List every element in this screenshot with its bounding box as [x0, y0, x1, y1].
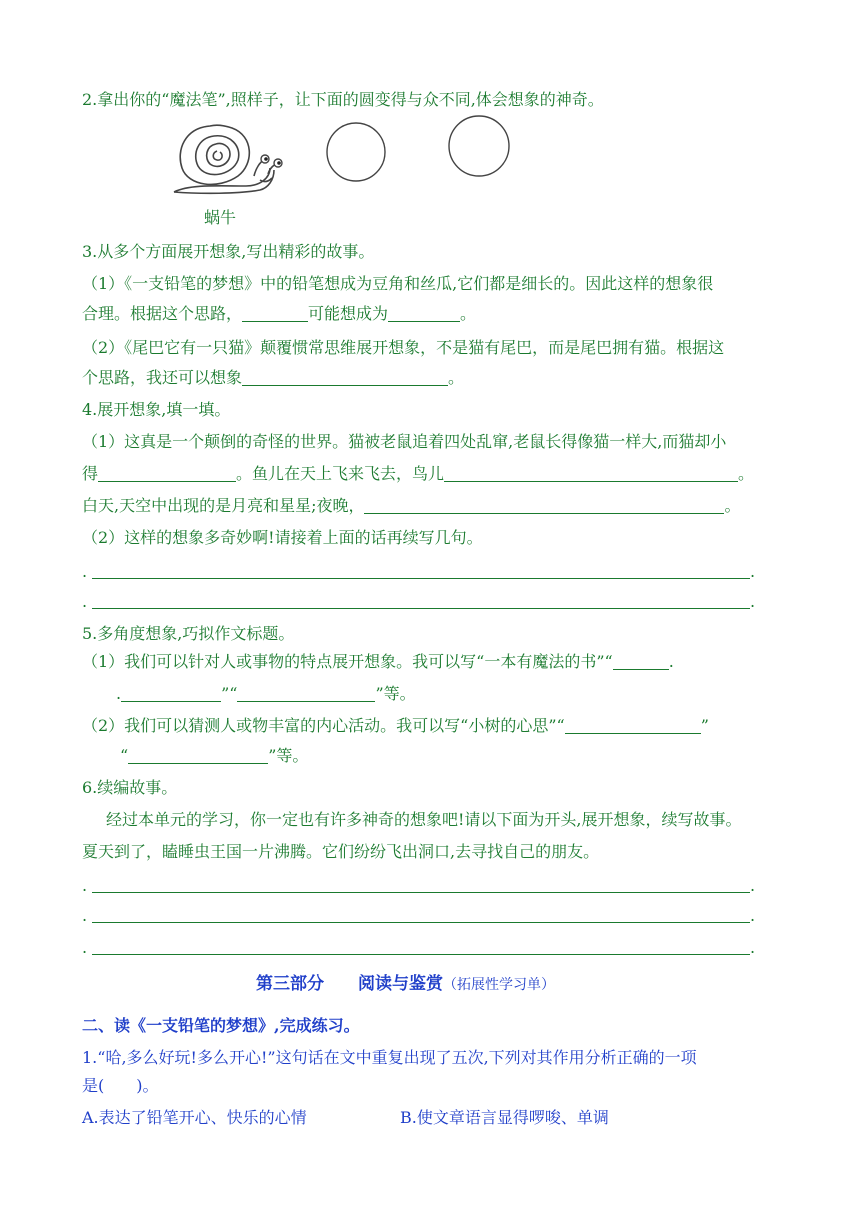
- section2-title: 二、读《一支铅笔的梦想》,完成练习。: [82, 1016, 360, 1035]
- q4-p1-text4: 白天,天空中出现的是月亮和星星;夜晚，: [82, 496, 365, 515]
- part3-subtitle: （拓展性学习单）: [443, 977, 555, 993]
- q4-blank-1[interactable]: [98, 465, 236, 482]
- q5-p2-line2: [120, 744, 308, 768]
- q6-title: 6.续编故事。: [82, 778, 178, 797]
- q3-blank-2[interactable]: [388, 305, 460, 322]
- q3-p1-line1: （1）《一支铅笔的梦想》中的铅笔想成为豆角和丝瓜,它们都是细长的。因此这样的想象很: [82, 274, 714, 293]
- q5-p2-line1: [82, 714, 709, 738]
- q5-blank-2[interactable]: [121, 685, 221, 702]
- q3-p2-line1: （2）《尾巴它有一只猫》颠覆惯常思维展开想象，不是猫有尾巴，而是尾巴拥有猫。根据这: [82, 338, 725, 357]
- q5-p1-line1: [82, 650, 674, 674]
- option-a[interactable]: A.表达了铅笔开心、快乐的心情: [82, 1108, 307, 1127]
- q5-p2-text1: （2）我们可以猜测人或物丰富的内心活动。我可以写“小树的心思”“: [82, 716, 565, 735]
- q5-p1-text-end: .: [668, 652, 674, 671]
- q5-p2-text-end: ”: [700, 716, 709, 735]
- q4-p2: （2）这样的想象多奇妙啊!请接着上面的话再续写几句。: [82, 528, 483, 547]
- q3-p2-line2: [82, 366, 464, 390]
- q6-paragraph-1: 经过本单元的学习，你一定也有许多神奇的想象吧!请以下面为开头,展开想象，续写故事。: [106, 810, 742, 829]
- q4-p1-text5: 。: [724, 496, 741, 515]
- snail-caption: 蜗牛: [204, 208, 237, 227]
- q3-blank-3[interactable]: [242, 369, 448, 386]
- q5-p1-text2: .: [116, 684, 122, 703]
- q5-p2-text2: “: [120, 746, 129, 765]
- q3-p2-text1: 个思路，我还可以想象: [82, 368, 243, 387]
- q6-write-line-1[interactable]: . .: [82, 876, 756, 895]
- q5-p1-text1: （1）我们可以针对人或事物的特点展开想象。我可以写“一本有魔法的书”“: [82, 652, 613, 671]
- q5-p1-line2: [116, 682, 416, 706]
- q6-write-line-2[interactable]: . .: [82, 906, 756, 925]
- q6-write-line-3[interactable]: . .: [82, 938, 756, 957]
- blank-circle-1: [324, 120, 388, 184]
- q3-p1-text2: 可能想成为: [308, 304, 389, 323]
- q4-p1-text1: 得: [82, 464, 99, 483]
- q4-blank-2[interactable]: [444, 465, 738, 482]
- q2-prompt: 2.拿出你的“魔法笔”,照样子，让下面的圆变得与众不同,体会想象的神奇。: [82, 90, 604, 109]
- q4-p1-text2: 。鱼儿在天上飞来飞去，鸟儿: [236, 464, 445, 483]
- q3-p2-text2: 。: [448, 368, 465, 387]
- q5-blank-1[interactable]: [613, 653, 669, 670]
- q4-p1-text3: 。: [738, 464, 755, 483]
- part3-heading: [256, 972, 555, 997]
- q5-p1-text4: ”等。: [375, 684, 416, 703]
- q5-p2-text3: ”等。: [268, 746, 309, 765]
- q4-p1-line3: [82, 494, 741, 518]
- q3-p1-line2: [82, 302, 476, 326]
- q4-title: 4.展开想象,填一填。: [82, 400, 231, 419]
- q5-blank-3[interactable]: [237, 685, 375, 702]
- q5-blank-5[interactable]: [128, 747, 268, 764]
- snail-icon: [170, 120, 288, 198]
- q3-blank-1[interactable]: [242, 305, 308, 322]
- q4-write-line-2[interactable]: . .: [82, 592, 756, 611]
- part3-title: 第三部分 阅读与鉴赏: [256, 974, 443, 994]
- q3-p1-text3: 。: [460, 304, 477, 323]
- blank-circle-2: [446, 113, 512, 179]
- q5-title: 5.多角度想象,巧拟作文标题。: [82, 624, 295, 643]
- q3-title: 3.从多个方面展开想象,写出精彩的故事。: [82, 242, 375, 261]
- q4-blank-3[interactable]: [364, 497, 724, 514]
- section2-q1-line1: 1.“哈,多么好玩!多么开心!”这句话在文中重复出现了五次,下列对其作用分析正确的一项: [82, 1048, 697, 1067]
- q4-p1-line2: [82, 462, 754, 486]
- q4-p1-line1: （1）这真是一个颠倒的奇怪的世界。猫被老鼠追着四处乱窜,老鼠长得像猫一样大,而猫却小: [82, 432, 727, 451]
- option-b[interactable]: B.使文章语言显得啰唆、单调: [400, 1108, 609, 1127]
- section2-q1-line2: 是( )。: [82, 1076, 159, 1095]
- q4-write-line-1[interactable]: . .: [82, 562, 756, 581]
- q6-paragraph-2: 夏天到了，瞌睡虫王国一片沸腾。它们纷纷飞出洞口,去寻找自己的朋友。: [82, 842, 600, 861]
- q5-p1-text3: ”“: [221, 684, 238, 703]
- q5-blank-4[interactable]: [565, 717, 701, 734]
- q3-p1-text1: 合理。根据这个思路，: [82, 304, 243, 323]
